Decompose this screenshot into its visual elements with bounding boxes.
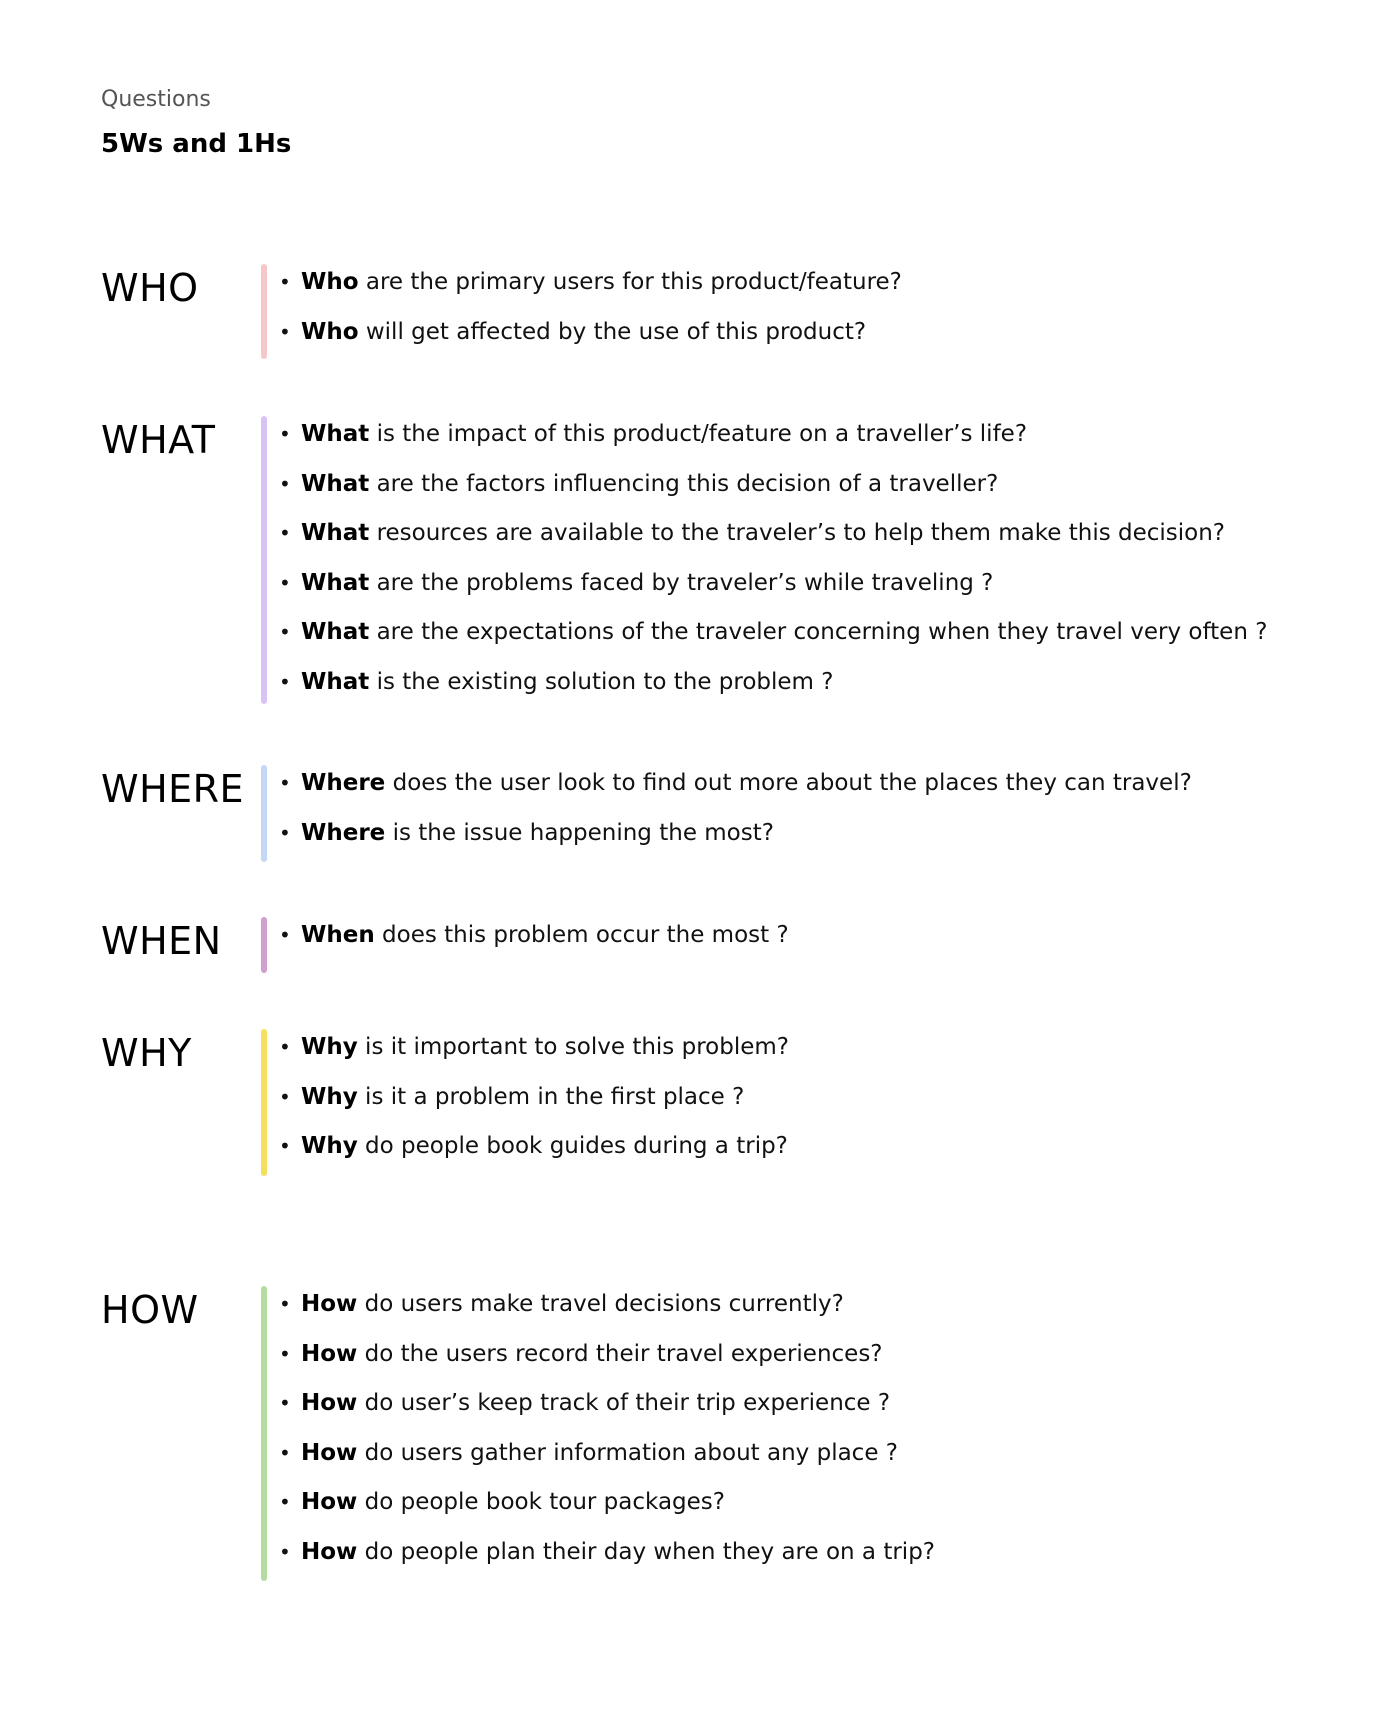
- bullet-icon: •: [279, 471, 291, 496]
- question-keyword: Where: [301, 819, 386, 846]
- bullet-icon: •: [279, 1134, 291, 1158]
- question-list-where: [279, 765, 1192, 864]
- question-keyword: How: [301, 1340, 358, 1367]
- accent-bar-why: [261, 1029, 267, 1176]
- accent-bar-when: [261, 917, 267, 973]
- question-text: do people book guides during a trip?: [357, 1133, 788, 1159]
- question-text: resources are available to the traveler’s to help them make this decision?: [369, 520, 1226, 546]
- question-keyword: What: [301, 421, 370, 447]
- question-list-how: [279, 1286, 935, 1583]
- question-item: [279, 1128, 789, 1178]
- question-item: [279, 1385, 935, 1435]
- question-keyword: Why: [301, 1034, 358, 1060]
- question-keyword: Why: [301, 1083, 358, 1110]
- question-item: [279, 1336, 935, 1386]
- question-keyword: Who: [301, 318, 359, 345]
- question-text: is it important to solve this problem?: [357, 1034, 789, 1060]
- question-item: [279, 1435, 935, 1485]
- accent-bar-how: [261, 1286, 267, 1581]
- question-text: are the primary users for this product/feature?: [358, 269, 902, 295]
- bullet-icon: •: [279, 1035, 291, 1059]
- bullet-icon: •: [279, 620, 291, 644]
- question-keyword: Who: [301, 269, 359, 295]
- section-heading-when: WHEN: [101, 919, 222, 963]
- question-item: [279, 765, 1192, 815]
- bullet-icon: •: [279, 1292, 291, 1316]
- question-item: [279, 264, 902, 314]
- question-keyword: What: [301, 569, 370, 596]
- question-text: are the factors influencing this decision of a traveller?: [369, 470, 999, 497]
- question-keyword: Why: [301, 1133, 358, 1159]
- question-text: do users make travel decisions currently?: [357, 1291, 844, 1317]
- bullet-icon: •: [279, 1391, 291, 1415]
- bullet-icon: •: [279, 820, 291, 845]
- question-text: do the users record their travel experiences?: [357, 1340, 883, 1367]
- question-item: [279, 614, 1267, 664]
- question-item: [279, 664, 1267, 714]
- question-item: [279, 565, 1267, 615]
- question-list-why: [279, 1029, 789, 1178]
- bullet-icon: •: [279, 1490, 291, 1514]
- question-keyword: What: [301, 619, 370, 645]
- bullet-icon: •: [279, 319, 291, 344]
- page-eyebrow: Questions: [101, 87, 211, 112]
- question-item: [279, 1484, 935, 1534]
- question-text: do people plan their day when they are on a trip?: [357, 1538, 936, 1565]
- bullet-icon: •: [279, 923, 291, 947]
- accent-bar-where: [261, 765, 267, 862]
- question-text: do user’s keep track of their trip experience ?: [357, 1390, 891, 1416]
- question-keyword: How: [301, 1489, 358, 1515]
- question-text: is the existing solution to the problem ?: [369, 668, 834, 695]
- section-heading-why: WHY: [101, 1031, 192, 1075]
- question-text: is the impact of this product/feature on a traveller’s life?: [369, 421, 1028, 447]
- question-text: will get affected by the use of this product?: [358, 318, 867, 345]
- bullet-icon: •: [279, 1341, 291, 1366]
- bullet-icon: •: [279, 1084, 291, 1109]
- question-text: is it a problem in the first place ?: [357, 1083, 745, 1110]
- section-heading-what: WHAT: [101, 418, 216, 462]
- question-item: [279, 917, 789, 967]
- question-keyword: How: [301, 1291, 358, 1317]
- question-text: are the problems faced by traveler’s while traveling ?: [369, 569, 994, 596]
- bullet-icon: •: [279, 270, 291, 294]
- question-item: [279, 416, 1267, 466]
- section-heading-how: HOW: [101, 1288, 199, 1332]
- bullet-icon: •: [279, 771, 291, 795]
- question-item: [279, 1079, 789, 1129]
- section-heading-where: WHERE: [101, 767, 245, 811]
- question-item: [279, 466, 1267, 516]
- question-text: are the expectations of the traveler concerning when they travel very often ?: [369, 619, 1268, 645]
- question-item: [279, 314, 902, 364]
- question-keyword: When: [301, 922, 375, 948]
- bullet-icon: •: [279, 422, 291, 446]
- question-item: [279, 815, 1192, 865]
- question-text: do users gather information about any place ?: [357, 1439, 898, 1466]
- page-title: 5Ws and 1Hs: [101, 129, 292, 159]
- bullet-icon: •: [279, 1440, 291, 1465]
- question-text: does this problem occur the most ?: [374, 922, 789, 948]
- accent-bar-what: [261, 416, 267, 704]
- bullet-icon: •: [279, 521, 291, 545]
- question-keyword: How: [301, 1439, 358, 1466]
- question-keyword: What: [301, 668, 370, 695]
- question-text: does the user look to find out more about the places they can travel?: [385, 770, 1192, 796]
- bullet-icon: •: [279, 1539, 291, 1564]
- question-keyword: How: [301, 1390, 358, 1416]
- question-text: is the issue happening the most?: [385, 819, 774, 846]
- question-keyword: What: [301, 470, 370, 497]
- question-item: [279, 1286, 935, 1336]
- question-text: do people book tour packages?: [357, 1489, 725, 1515]
- question-list-who: [279, 264, 902, 363]
- question-list-when: [279, 917, 789, 967]
- section-heading-who: WHO: [101, 266, 199, 310]
- accent-bar-who: [261, 264, 267, 359]
- question-keyword: How: [301, 1538, 358, 1565]
- bullet-icon: •: [279, 570, 291, 595]
- question-keyword: Where: [301, 770, 386, 796]
- question-item: [279, 1534, 935, 1584]
- question-list-what: [279, 416, 1267, 713]
- bullet-icon: •: [279, 669, 291, 694]
- question-item: [279, 1029, 789, 1079]
- question-keyword: What: [301, 520, 370, 546]
- question-item: [279, 515, 1267, 565]
